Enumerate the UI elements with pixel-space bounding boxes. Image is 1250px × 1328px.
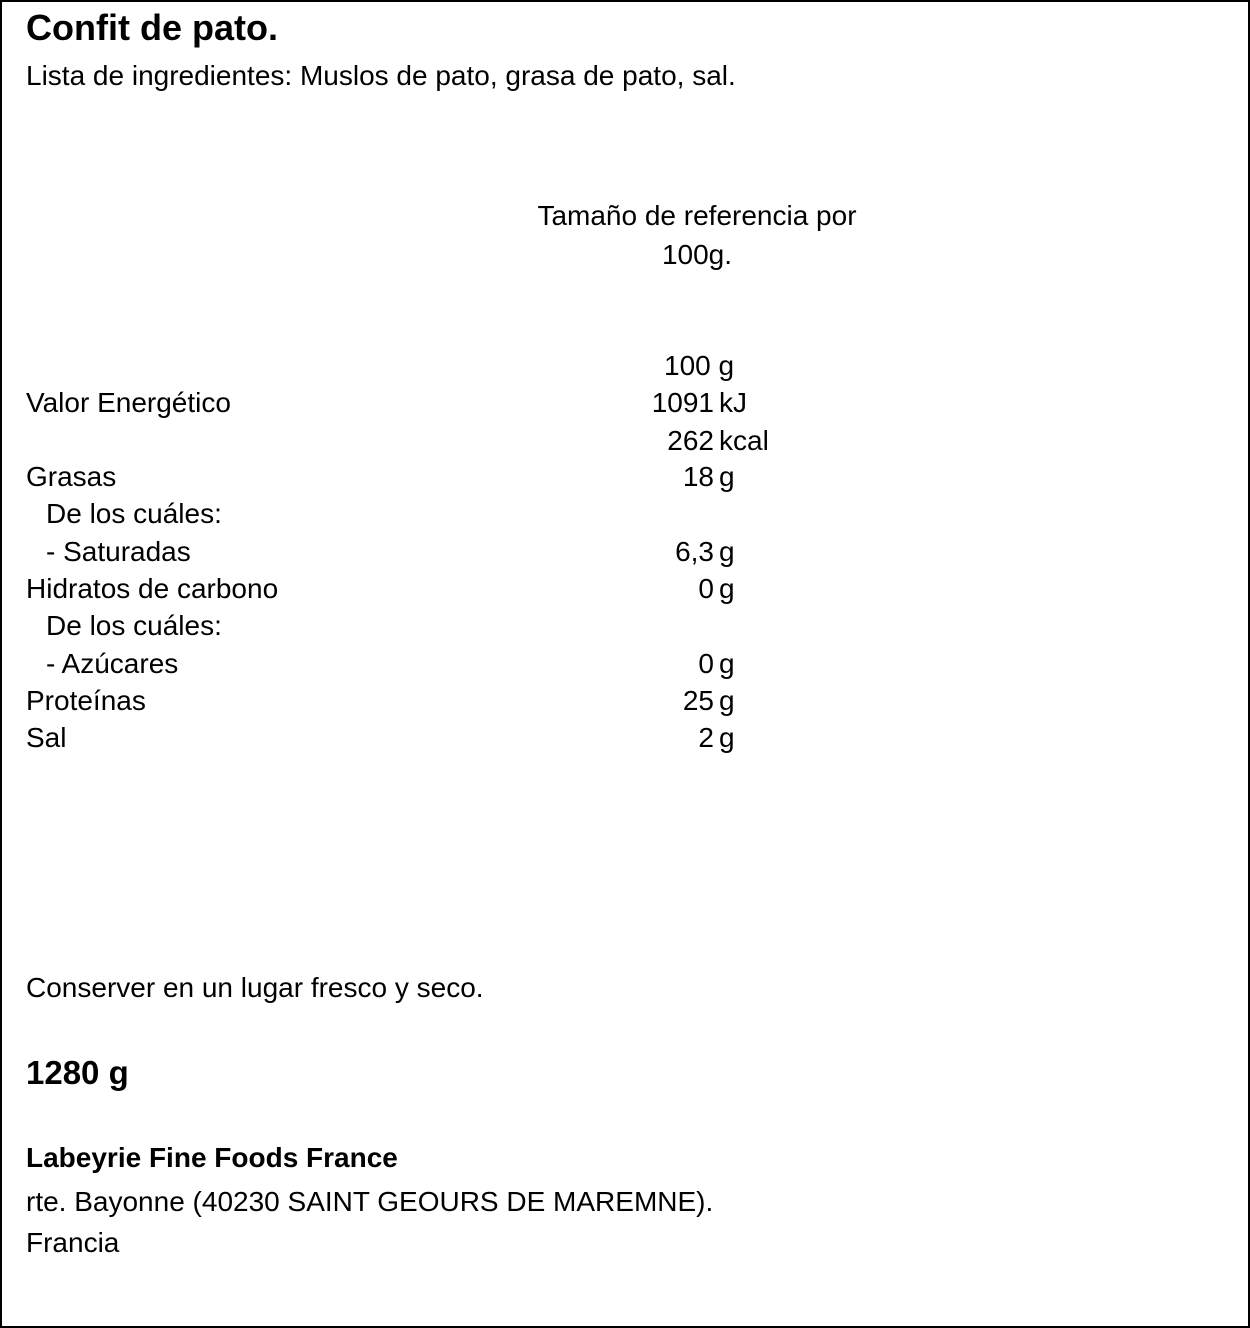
carbs-value: 0 (698, 573, 714, 604)
protein-label: Proteínas (26, 685, 146, 716)
net-weight: 1280 g (26, 1054, 129, 1091)
fat-value: 18 (682, 461, 714, 492)
company-country: Francia (26, 1227, 120, 1258)
ingredients-list: Lista de ingredientes: Muslos de pato, grasa de pato, sal. (26, 60, 736, 91)
saturated-unit: g (719, 536, 735, 567)
company-address: rte. Bayonne (40230 SAINT GEOURS DE MAREMNE). (26, 1186, 714, 1217)
reference-size-line-1: Tamaño de referencia por (537, 200, 857, 231)
energy-kj-value: 1091 (651, 387, 714, 418)
salt-value: 2 (698, 722, 714, 753)
energy-kcal-value: 262 (667, 425, 714, 456)
protein-unit: g (719, 685, 735, 716)
sugars-value: 0 (698, 648, 714, 679)
sugars-label: - Azúcares (46, 648, 179, 679)
sugars-unit: g (719, 648, 735, 679)
energy-kj-unit: kJ (719, 387, 747, 418)
fat-sub-label: De los cuáles: (46, 498, 222, 529)
energy-label: Valor Energético (26, 387, 231, 418)
salt-unit: g (719, 722, 735, 753)
salt-label: Sal (26, 722, 67, 753)
nutrition-column-header: 100 g (664, 350, 735, 381)
company-name: Labeyrie Fine Foods France (26, 1142, 398, 1173)
fat-unit: g (719, 461, 735, 492)
reference-size-line-2: 100g. (661, 239, 733, 270)
saturated-value: 6,3 (675, 536, 714, 567)
carbs-sub-label: De los cuáles: (46, 610, 222, 641)
carbs-label: Hidratos de carbono (26, 573, 279, 604)
fat-label: Grasas (26, 461, 117, 492)
carbs-unit: g (719, 573, 735, 604)
storage-instructions: Conserver en un lugar fresco y seco. (26, 972, 484, 1003)
product-title: Confit de pato. (26, 7, 278, 48)
saturated-label: - Saturadas (46, 536, 191, 567)
energy-kcal-unit: kcal (719, 425, 769, 456)
protein-value: 25 (682, 685, 714, 716)
